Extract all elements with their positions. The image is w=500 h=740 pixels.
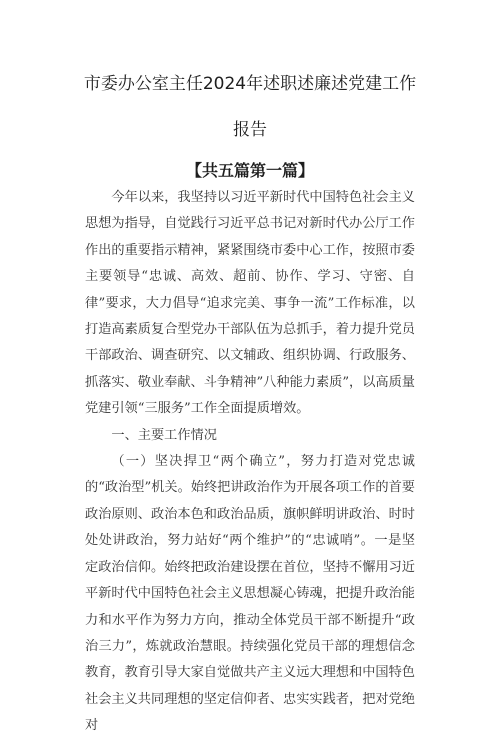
section-paragraph: （一）坚决捍卫“两个确立”，努力打造对党忠诚的“政治型”机关。始终把讲政治作为开展各项工作的首要政治原则、政治本色和政治品质，旗帜鲜明讲政治、时时处处讲政治，努力站好“两个维护”的“忠诚哨”。一是坚定政治信仰。始终把政治建设摆在首位，坚持不懈用习近平新时代中国特色社会主义思想凝心铸魂，把提升政治能力和水平作为努力方向，推动全体党员干部不断提升“政治三力”，炼就政治慧眼。持续强化党员干部的理想信念教育，教育引导大家自觉做共产主义远大理想和中国特色社会主义共同理想的坚定信仰者、忠实实践者，把对党绝对 [85,454,415,734]
intro-paragraph: 今年以来，我坚持以习近平新时代中国特色社会主义思想为指导，自觉践行习近平总书记对新时代办公厅工作作出的重要指示精神，紧紧围绕市委中心工作，按照市委主要领导“忠诚、高效、超前、协作、学习、守密、自律”要求，大力倡导“追求完美、事争一流”工作标准，以打造高素质复合型党办干部队伍为总抓手，着力提升党员干部政治、调查研究、以文辅政、组织协调、行政服务、抓落实、敬业奉献、斗争精神”八种能力素质”，以高质量党建引领“三服务”工作全面提质增效。 [85,190,415,417]
document-title-line-1: 市委办公室主任2024年述职述廉述党建工作 [83,74,417,94]
document-title-line-2: 报告 [233,120,267,140]
document-subtitle: 【共五篇第一篇】 [185,161,314,180]
document-body [85,185,415,740]
section-heading: 一、主要工作情况 [111,427,217,443]
